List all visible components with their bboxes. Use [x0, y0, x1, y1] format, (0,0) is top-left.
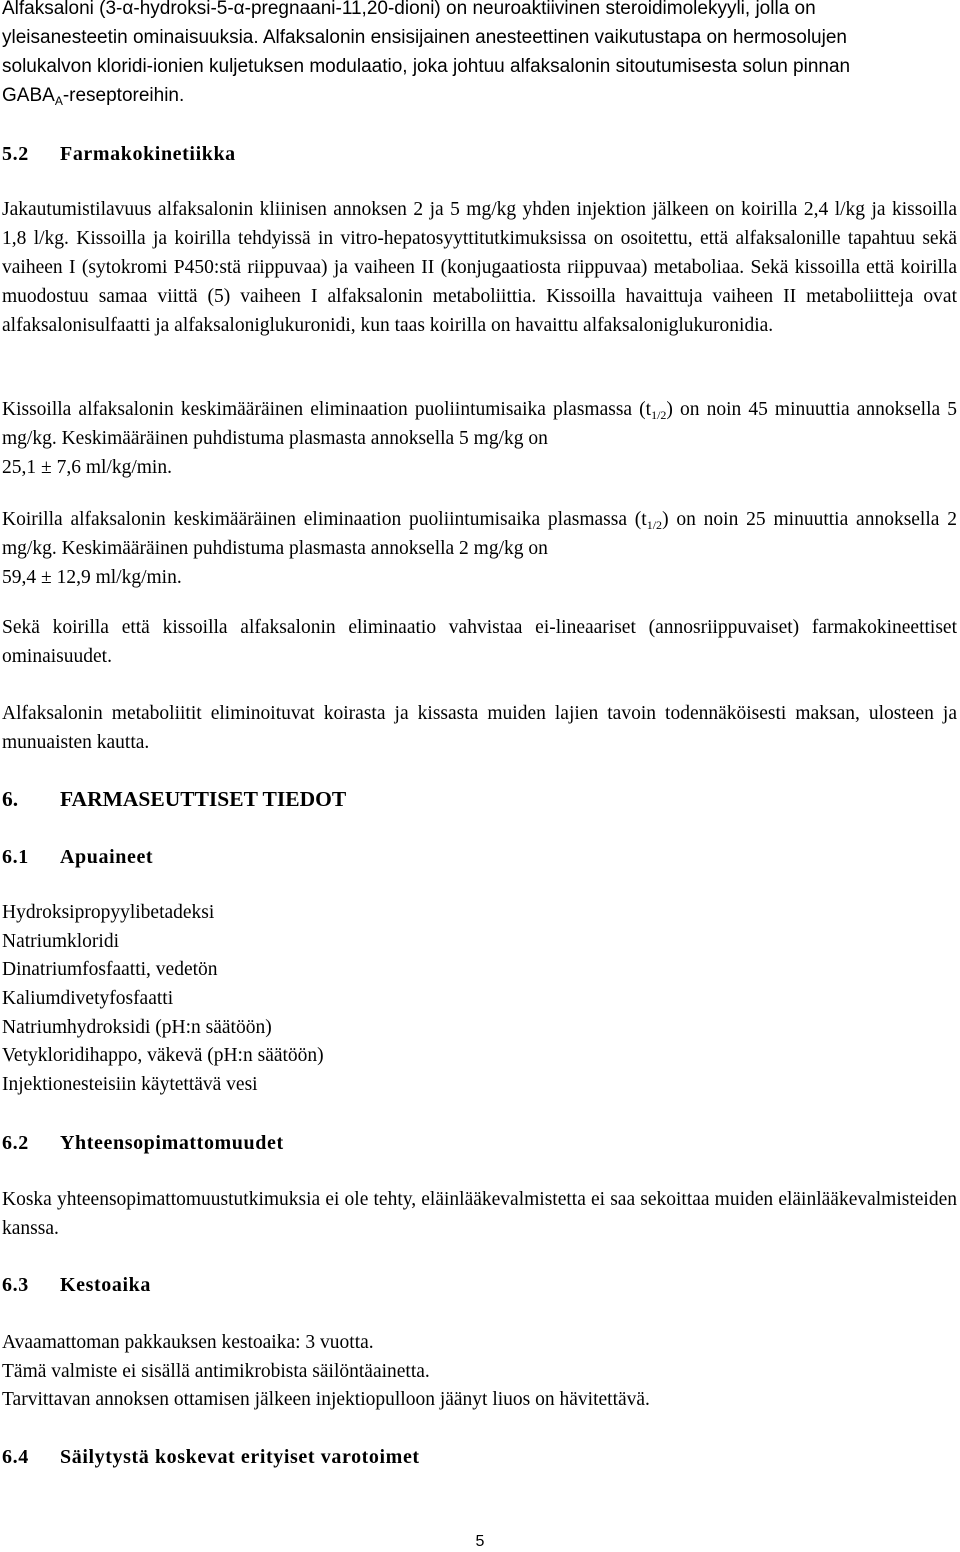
heading-6-1: [2, 843, 153, 872]
incompatibilities-paragraph: Koska yhteensopimattomuustutkimuksia ei ole tehty, eläinlääkevalmistetta ei saa sekoittaa muiden eläinlääkevalmisteiden kanssa.: [2, 1189, 957, 1239]
heading-number: 6.: [2, 787, 19, 811]
heading-number: 6.4: [2, 1446, 29, 1468]
list-item: Dinatriumfosfaatti, vedetön: [2, 959, 218, 981]
shelf-life-line: Avaamattoman pakkauksen kestoaika: 3 vuotta.: [2, 1332, 374, 1353]
list-item: Natriumkloridi: [2, 930, 119, 952]
heading-number: 6.3: [2, 1274, 29, 1296]
cat-clearance-value: 25,1 ± 7,6 ml/kg/min.: [2, 457, 172, 478]
shelf-life-line: Tarvittavan annoksen ottamisen jälkeen injektiopulloon jäänyt liuos on hävitettävä.: [2, 1389, 650, 1411]
cat-text-a: Kissoilla alfaksalonin keskimääräinen eliminaation puoliintumisaika plasmassa (t: [2, 399, 652, 420]
shelf-life-lines: [2, 1328, 957, 1414]
list-item: Injektionesteisiin käytettävä vesi: [2, 1074, 258, 1096]
heading-title: Apuaineet: [60, 846, 154, 868]
document-page: [2, 0, 957, 1550]
excipients-list: [2, 898, 957, 1099]
dog-clearance-value: 59,4 ± 12,9 ml/kg/min.: [2, 567, 182, 588]
heading-title: Farmakokinetiikka: [60, 143, 236, 165]
cat-elimination-paragraph: [2, 395, 957, 482]
heading-6-4: [2, 1443, 420, 1472]
heading-title: FARMASEUTTISET TIEDOT: [60, 787, 347, 811]
heading-number: 6.2: [2, 1132, 29, 1154]
intro-line-2: yleisanesteetin ominaisuuksia. Alfaksalonin ensisijainen anesteettinen vaikutustapa on hermosolujen: [2, 27, 847, 48]
list-item: Hydroksipropyylibetadeksi: [2, 902, 215, 923]
page-number: 5: [475, 1533, 485, 1550]
heading-title: Yhteensopimattomuudet: [60, 1132, 284, 1154]
gaba-text: GABA: [2, 85, 55, 106]
dog-half-life-subscript: 1/2: [646, 518, 663, 532]
metabolites-paragraph: Alfaksalonin metaboliitit eliminoituvat koirasta ja kissasta muiden lajien tavoin todennäköisesti maksan, ulosteen ja munuaisten kautta.: [2, 703, 957, 753]
heading-6-3: [2, 1271, 151, 1300]
dog-text-b: ) on noin 25 minuuttia annoksella 2 mg/kg. Keskimääräinen puhdistuma plasmasta annoksella 2 mg/kg on: [2, 509, 957, 559]
heading-number: 6.1: [2, 846, 29, 868]
dog-elimination-paragraph: [2, 505, 957, 592]
list-item: Kaliumdivetyfosfaatti: [2, 988, 174, 1010]
heading-title: Kestoaika: [60, 1274, 151, 1296]
pharmacokinetics-paragraph: Jakautumistilavuus alfaksalonin kliinisen annoksen 2 ja 5 mg/kg yhden injektion jälkeen on koirilla 2,4 l/kg ja kissoilla 1,8 l/kg. Kissoilla ja koirilla tehdyissä in vitro-hepatosyyttitutkimuksissa on osoitettu, että alfaksalonille tapahtuu sekä vaiheen I (sytokromi P450:stä riippuvaa) ja vaiheen II (konjugaatiosta riippuvaa) metaboliaa. Sekä kissoilla että koirilla muodostuu samaa viittä (5) vaiheen I alfaksalonin metaboliittia. Kissoilla havaittuja vaiheen II metaboliitteja ovat alfaksalonisulfaatti ja alfaksaloniglukuronidi, kun taas koirilla on havaittu alfaksaloniglukuronidia.: [2, 199, 957, 336]
list-item: Natriumhydroksidi (pH:n säätöön): [2, 1016, 272, 1038]
receptor-text: -reseptoreihin.: [62, 85, 185, 106]
nonlinear-paragraph: Sekä koirilla että kissoilla alfaksalonin eliminaatio vahvistaa ei-lineaariset (annosriippuvaiset) farmakokineettiset ominaisuudet.: [2, 617, 957, 667]
gaba-subscript: A: [54, 94, 63, 108]
heading-6-2: [2, 1129, 284, 1158]
intro-line-1: Alfaksaloni (3-α-hydroksi-5-α-pregnaani-11,20-dioni) on neuroaktiivinen steroidimolekyyli, jolla on: [2, 0, 816, 19]
heading-number: 5.2: [2, 143, 29, 165]
intro-paragraph: [2, 0, 957, 110]
heading-title: Säilytystä koskevat erityiset varotoimet: [60, 1446, 420, 1468]
list-item: Vetykloridihappo, väkevä (pH:n säätöön): [2, 1045, 324, 1067]
heading-5-2: [2, 140, 236, 169]
cat-half-life-subscript: 1/2: [651, 408, 667, 422]
dog-text-a: Koirilla alfaksalonin keskimääräinen eliminaation puoliintumisaika plasmassa (t: [2, 509, 647, 530]
heading-6: [2, 785, 346, 814]
intro-line-3: solukalvon kloridi-ionien kuljetuksen modulaatio, joka johtuu alfaksalonin sitoutumisesta solun pinnan: [2, 56, 851, 77]
intro-line-4: [2, 81, 957, 110]
shelf-life-line: Tämä valmiste ei sisällä antimikrobista säilöntäainetta.: [2, 1360, 430, 1382]
cat-text-b: ) on noin 45 minuuttia annoksella 5 mg/kg. Keskimääräinen puhdistuma plasmasta annoksella 5 mg/kg on: [2, 399, 957, 449]
